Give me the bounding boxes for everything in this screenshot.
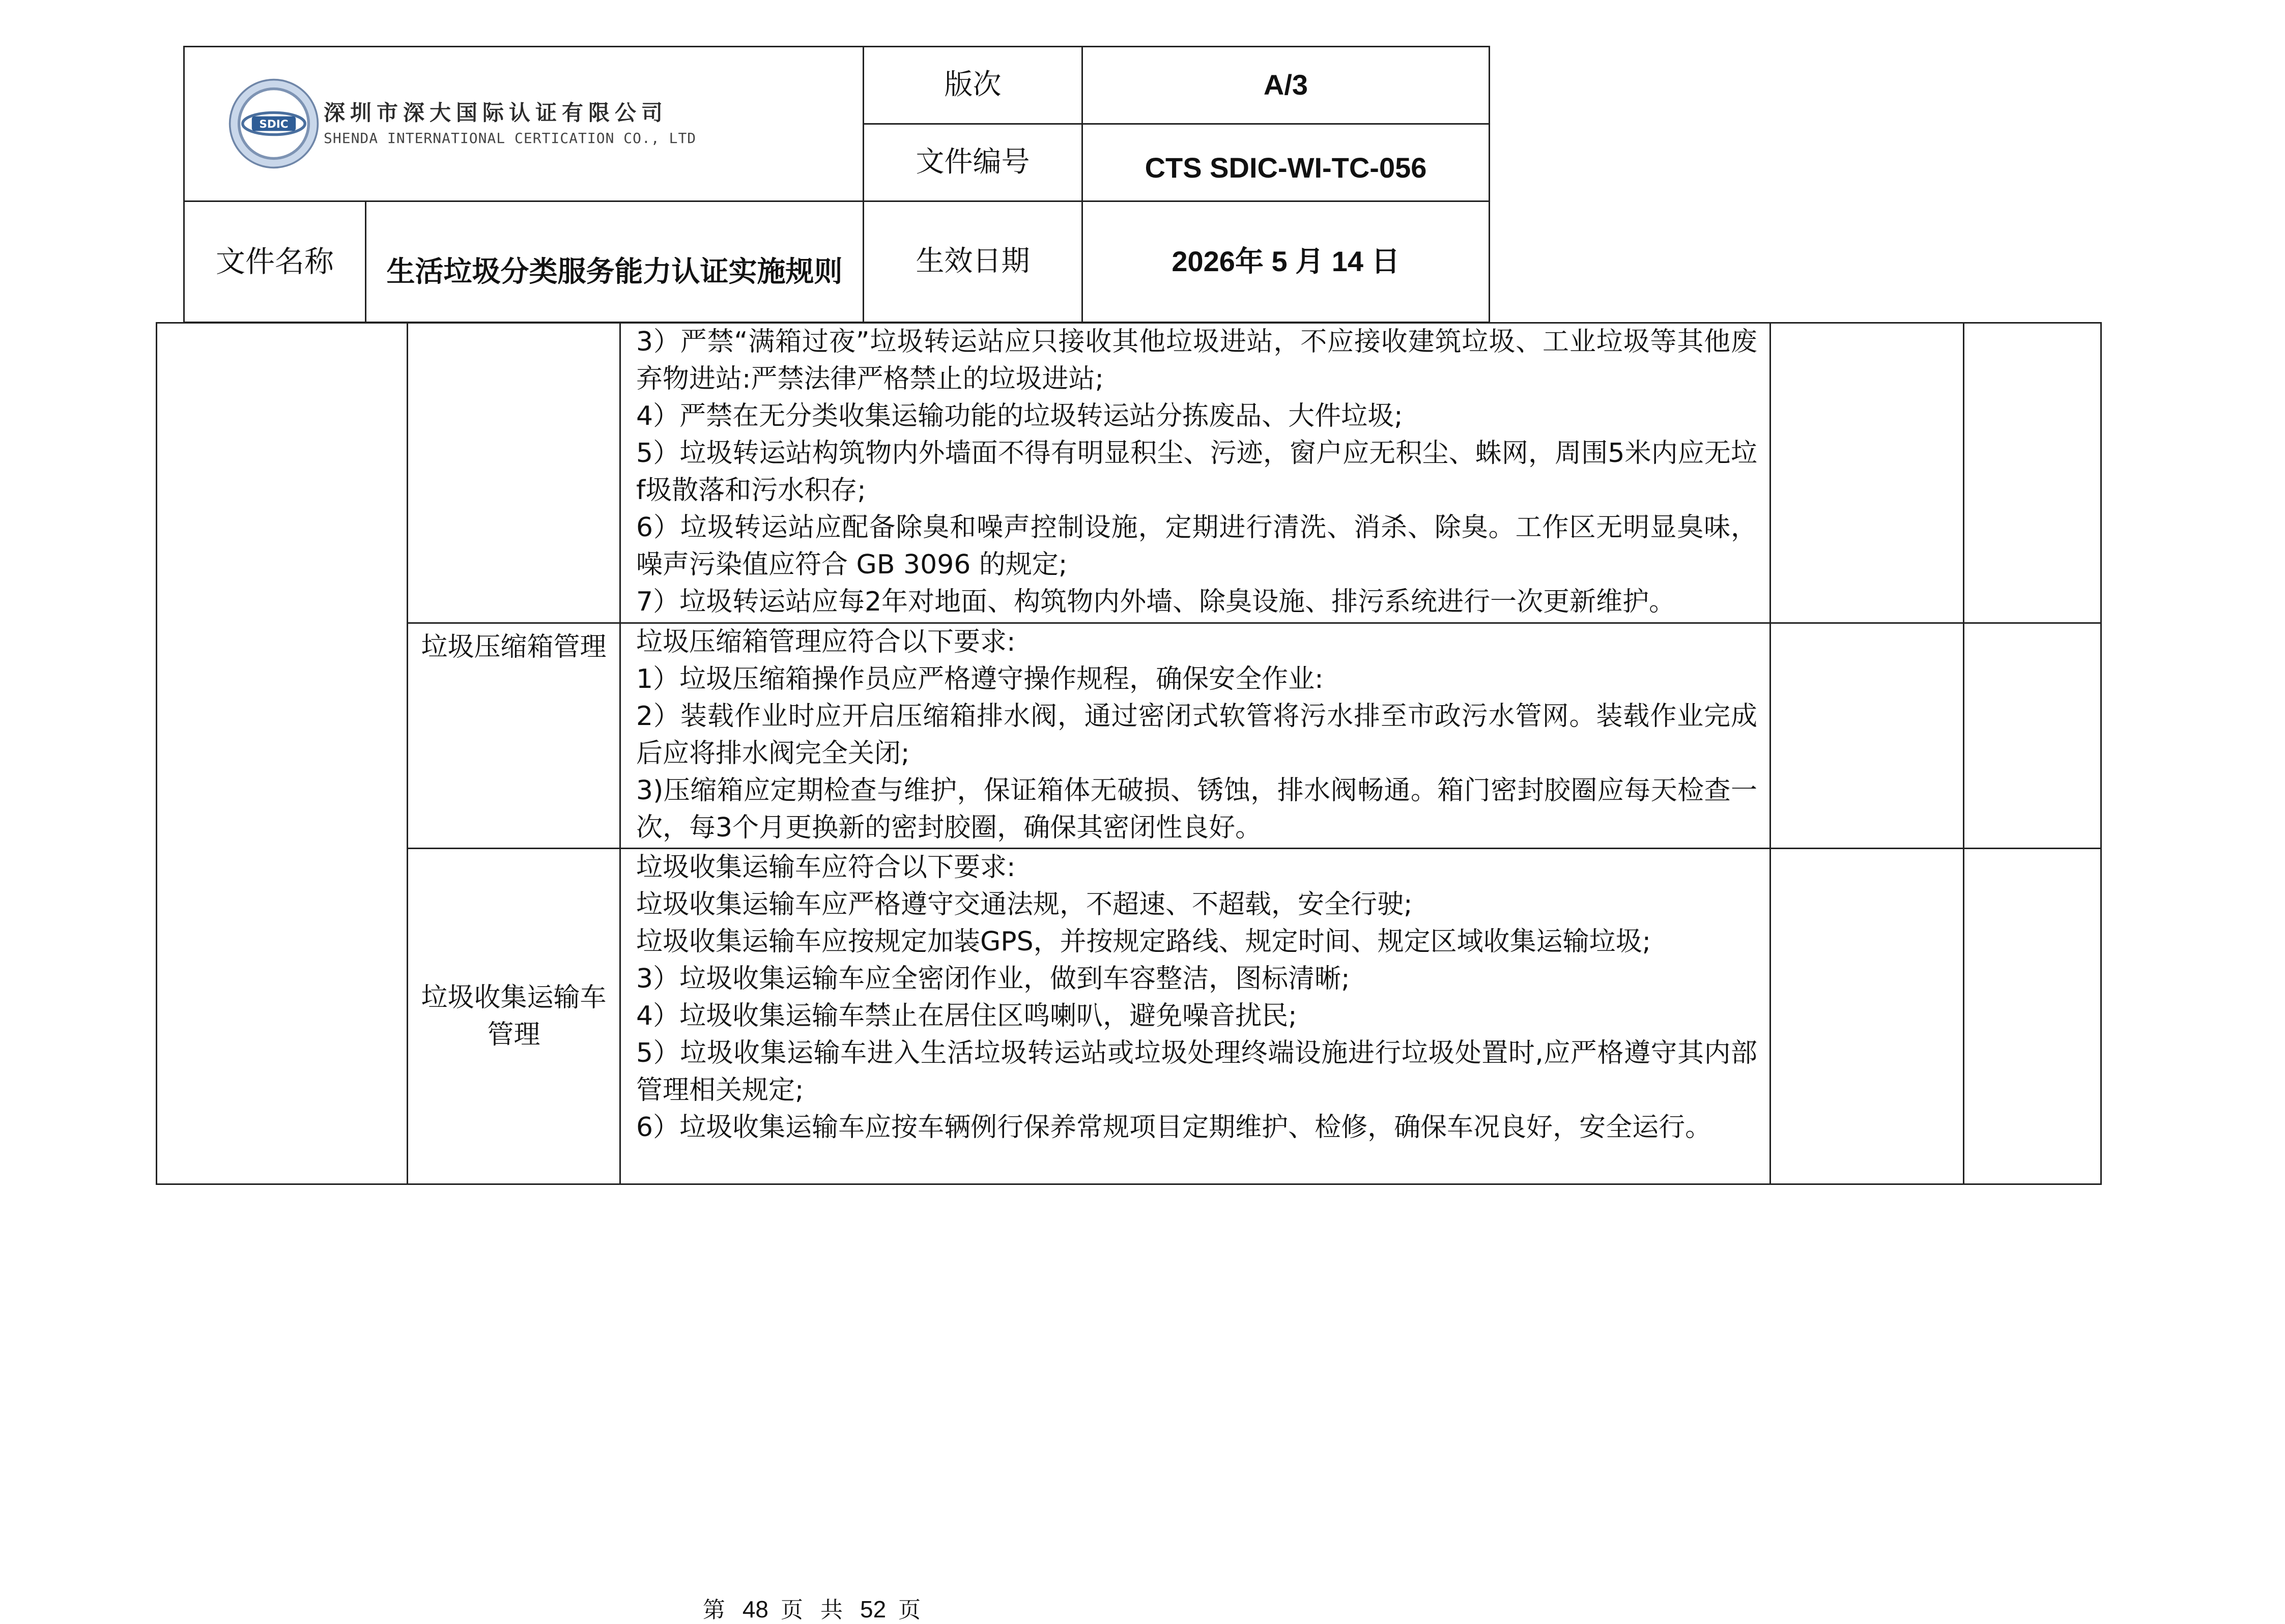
file-number-label: 文件编号	[864, 124, 1082, 201]
item-cell: 垃圾收集运输车管理	[408, 849, 620, 1184]
requirement-line: 5）垃圾收集运输车进入生活垃圾转运站或垃圾处理终端设施进行垃圾处置时,应严格遵守其内部管理相关规定;	[636, 1038, 1757, 1106]
result-cell	[1770, 323, 1964, 623]
footer-prefix: 第	[702, 1597, 730, 1623]
page-number: 48	[742, 1596, 768, 1622]
table-row	[157, 849, 2101, 1184]
table-row	[157, 323, 2101, 623]
requirement-cell	[620, 849, 1770, 1184]
footer-middle: 页 共	[781, 1597, 848, 1623]
company-name-cn: 深圳市深大国际认证有限公司	[324, 100, 668, 125]
requirement-line: 垃圾压缩箱管理应符合以下要求:	[636, 627, 1016, 657]
category-cell	[157, 323, 408, 1184]
remark-cell	[1964, 849, 2101, 1184]
result-cell	[1770, 849, 1964, 1184]
effective-date-label: 生效日期	[864, 201, 1082, 323]
table-row	[157, 623, 2101, 849]
header-table	[183, 46, 1490, 323]
page-total: 52	[860, 1596, 887, 1622]
version-value: A/3	[1082, 47, 1490, 124]
requirement-line: 垃圾收集运输车应严格遵守交通法规，不超速、不超载，安全行驶;	[636, 889, 1413, 920]
requirement-line: 3)压缩箱应定期检查与维护，保证箱体无破损、锈蚀，排水阀畅通。箱门密封胶圈应每天检查一次，每3个月更换新的密封胶圈，确保其密闭性良好。	[636, 775, 1757, 843]
requirement-line: 3）垃圾收集运输车应全密闭作业，做到车容整洁，图标清晰;	[636, 964, 1350, 994]
file-name-value: 生活垃圾分类服务能力认证实施规则	[366, 201, 864, 323]
seal-text: SDIC	[259, 118, 289, 131]
requirement-line: 7）垃圾转运站应每2年对地面、构筑物内外墙、除臭设施、排污系统进行一次更新维护。	[636, 587, 1676, 617]
logo-cell	[184, 47, 864, 201]
footer-suffix: 页	[898, 1597, 926, 1623]
remark-cell	[1964, 323, 2101, 623]
effective-date-value: 2026年 5 月 14 日	[1082, 201, 1490, 323]
requirement-line: 2）装载作业时应开启压缩箱排水阀，通过密闭式软管将污水排至市政污水管网。装载作业完成后应将排水阀完全关闭;	[636, 701, 1757, 769]
item-cell: 垃圾压缩箱管理	[408, 623, 620, 849]
requirement-line: 垃圾收集运输车应符合以下要求:	[636, 852, 1016, 883]
page-footer	[0, 1591, 1629, 1624]
file-number-value: CTS SDIC-WI-TC-056	[1082, 124, 1490, 201]
requirement-line: 6）垃圾收集运输车应按车辆例行保养常规项目定期维护、检修，确保车况良好，安全运行。	[636, 1112, 1712, 1143]
requirement-line: 1）垃圾压缩箱操作员应严格遵守操作规程，确保安全作业:	[636, 664, 1324, 694]
result-cell	[1770, 623, 1964, 849]
company-seal-icon	[228, 78, 320, 169]
requirement-cell	[620, 323, 1770, 623]
requirement-line: 4）垃圾收集运输车禁止在居住区鸣喇叭，避免噪音扰民;	[636, 1001, 1297, 1031]
company-logo	[228, 78, 696, 169]
requirement-line: 5）垃圾转运站构筑物内外墙面不得有明显积尘、污迹，窗户应无积尘、蛛网，周围5米内应无垃f圾散落和污水积存;	[636, 438, 1757, 506]
requirements-table	[156, 322, 2102, 1185]
requirement-line: 6）垃圾转运站应配备除臭和噪声控制设施，定期进行清洗、消杀、除臭。工作区无明显臭味，噪声污染值应符合 GB 3096 的规定;	[636, 512, 1757, 580]
file-name-label: 文件名称	[184, 201, 366, 323]
requirement-line: 4）严禁在无分类收集运输功能的垃圾转运站分拣废品、大件垃圾;	[636, 401, 1403, 431]
remark-cell	[1964, 623, 2101, 849]
requirement-cell	[620, 623, 1770, 849]
requirement-line: 3）严禁“满箱过夜”垃圾转运站应只接收其他垃圾进站，不应接收建筑垃圾、工业垃圾等其他废弃物进站:严禁法律严格禁止的垃圾进站;	[636, 327, 1757, 394]
item-cell	[408, 323, 620, 623]
version-label: 版次	[864, 47, 1082, 124]
company-name-en: SHENDA INTERNATIONAL CERTICATION CO., LTD	[324, 130, 697, 147]
requirement-line: 垃圾收集运输车应按规定加装GPS，并按规定路线、规定时间、规定区域收集运输垃圾;	[636, 926, 1651, 957]
